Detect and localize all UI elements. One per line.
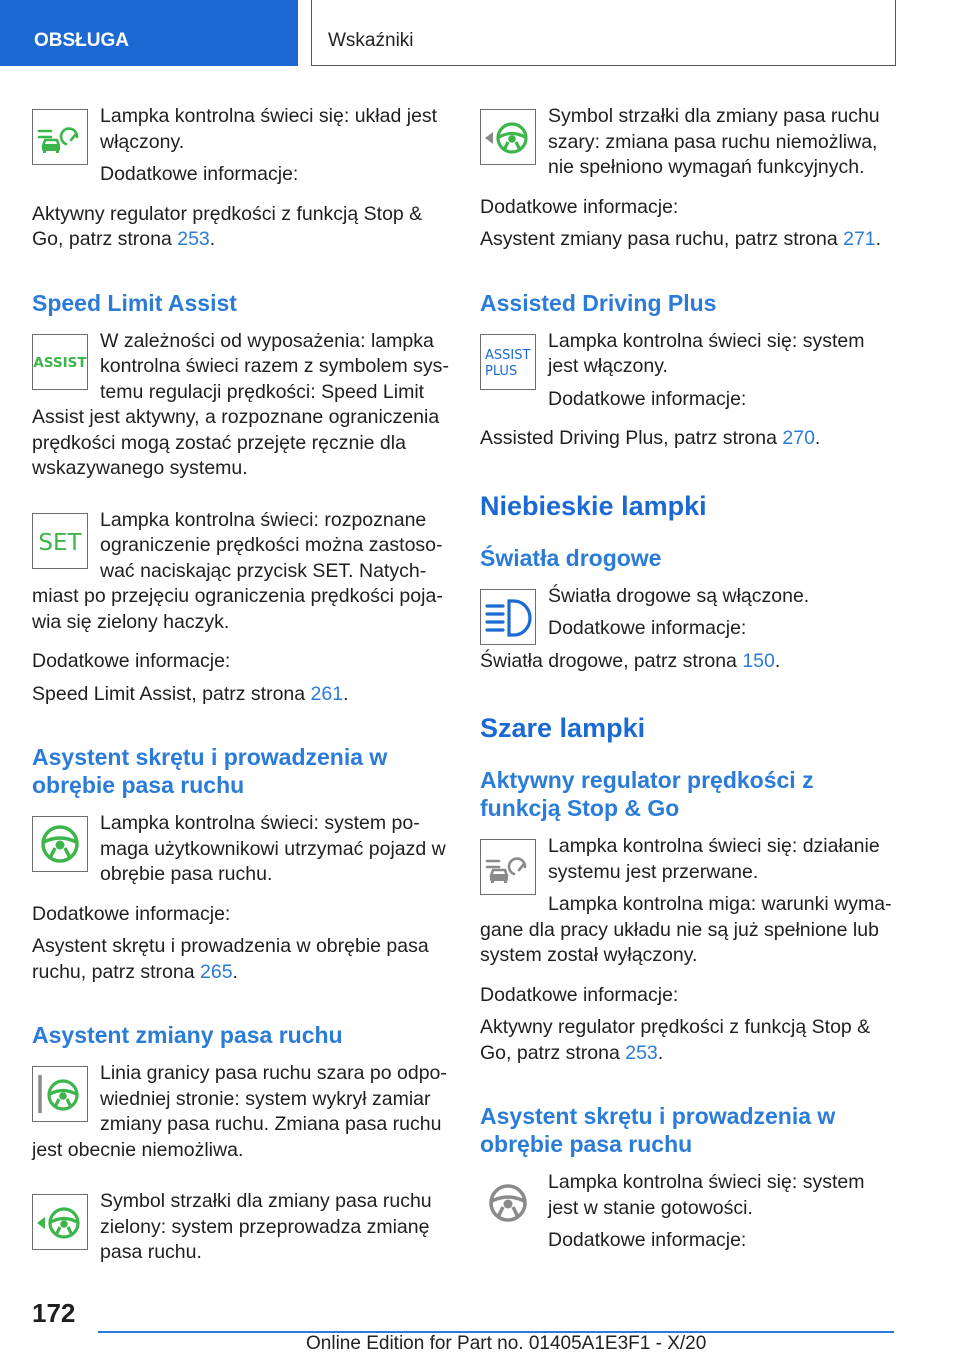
entry-description: Lampka kontrolna świeci się: system jest włączony.: [548, 329, 865, 377]
page-link[interactable]: 253: [625, 1041, 658, 1064]
set-text-icon: [32, 513, 88, 569]
assist-text-icon: [32, 334, 88, 390]
entry-more-info-label: Dodatkowe informacje:: [480, 983, 679, 1006]
page-header: [0, 0, 960, 66]
heading-blue-lamps: Niebieskie lampki: [480, 490, 707, 521]
entry-more-info-label: Dodatkowe informacje:: [548, 1229, 747, 1251]
entry-description: Lampka kontrolna miga: warunki wymagane dla pracy układu nie są już spełnione lub system został wyłączony.: [480, 893, 892, 966]
indicator-entry: [480, 104, 898, 253]
svg-text:SET: SET: [38, 529, 82, 556]
entry-description: Światła drogowe są włączone.: [548, 584, 810, 607]
heading-lane-change: Asystent zmiany pasa ruchu: [32, 1022, 343, 1048]
reference-end: .: [774, 649, 781, 672]
reference-end: .: [232, 960, 238, 983]
arrow-steering-icon: [32, 1194, 88, 1250]
heading-lane-keeping: Asystent skrętu i prowadzenia w obrębie pasa ruchu: [32, 744, 388, 798]
entry-description: Symbol strzałki dla zmiany pasa ruchu zielony: system przeprowadza zmianę pasa ruchu.: [100, 1190, 432, 1263]
entry-description: Lampka kontrolna świeci się: działanie systemu jest przerwane.: [548, 835, 880, 883]
lane-line-steering-icon: [32, 1066, 88, 1122]
assist-plus-text-icon: [480, 334, 536, 390]
entry-more-info-label: Dodatkowe informacje:: [100, 163, 299, 185]
heading-high-beam: Światła drogowe: [480, 544, 662, 571]
entry-description: Lampka kontrolna świeci: system pomaga użytkownikowi utrzymać pojazd w obrębie pasa ruchu.: [100, 812, 446, 885]
indicator-entry: [32, 811, 450, 985]
heading-gray-lamps: Szare lampki: [480, 713, 646, 743]
reference-text: Asystent zmiany pasa ruchu, patrz strona: [480, 228, 844, 250]
heading-speed-limit-assist: Speed Limit Assist: [32, 289, 237, 316]
reference-text: Aktywny regulator prędkości z funkcją Stop & Go, patrz strona: [480, 1016, 871, 1064]
page-link[interactable]: 265: [200, 960, 233, 983]
entry-reference: [32, 682, 450, 708]
page-link[interactable]: 150: [742, 649, 775, 672]
page-link[interactable]: 253: [177, 228, 210, 250]
reference-text: Speed Limit Assist, patrz strona: [32, 682, 311, 705]
entry-more-info-label: Dodatkowe informacje:: [548, 387, 747, 410]
reference-end: .: [814, 427, 821, 449]
steering-wheel-icon: [32, 816, 88, 872]
reference-end: .: [875, 228, 882, 250]
page-link[interactable]: 271: [843, 228, 876, 250]
reference-end: .: [657, 1041, 664, 1064]
svg-text:ASSIST: ASSIST: [33, 354, 87, 371]
entry-description: Lampka kontrolna świeci się: system jest w stanie gotowości.: [548, 1171, 865, 1219]
high-beam-icon: [480, 589, 536, 645]
entry-description: Symbol strzałki dla zmiany pasa ruchu szary: zmiana pasa ruchu niemożliwa, nie spełniono wymagań funkcyjnych.: [548, 105, 880, 178]
entry-reference: [480, 227, 898, 253]
indicator-entry: [480, 329, 898, 452]
entry-more-info-label: Dodatkowe informacje:: [32, 650, 231, 672]
entry-description: Lampka kontrolna świeci: rozpoznane ograniczenie prędkości można zastosować naciskając przycisk SET. Natychmiast po przejęciu ograniczenia prędkości pojawia się zielony haczyk.: [32, 508, 443, 633]
left-column: [32, 104, 450, 1266]
page-number: 172: [32, 1298, 76, 1328]
heading-acc-stop-go: Aktywny regulator prędkości z funkcją Stop & Go: [480, 767, 814, 821]
heading-lane-keeping: Asystent skrętu i prowadzenia w obrębie pasa ruchu: [480, 1103, 836, 1157]
reference-end: .: [343, 682, 349, 705]
entry-description: Linia granicy pasa ruchu szara po odpowiedniej stronie: system wykrył zamiar zmiany pasa ruchu. Zmiana pasa ruchu jest obecnie niemożliwa.: [32, 1062, 447, 1161]
entry-more-info-label: Dodatkowe informacje:: [32, 902, 231, 925]
icon-text-line: PLUS: [485, 363, 518, 379]
reference-text: Aktywny regulator prędkości z funkcją Stop & Go, patrz strona: [32, 202, 423, 250]
reference-text: Assisted Driving Plus, patrz strona: [480, 427, 783, 449]
indicator-entry: [32, 1061, 450, 1163]
entry-description: Lampka kontrolna świeci się: układ jest włączony.: [100, 105, 438, 153]
page-link[interactable]: 261: [310, 682, 344, 705]
entry-reference: [32, 195, 450, 253]
footer-edition: Online Edition for Part no. 01405A1E3F1 - X/20: [306, 1333, 707, 1354]
indicator-entry: [480, 1170, 898, 1254]
acc-car-gauge-icon: [32, 109, 88, 165]
entry-description: W zależności od wyposażenia: lampka kontrolna świeci razem z symbolem systemu regulacji prędkości: Speed Limit Assist jest aktywny, a rozpoznane ograniczenia prędkości mogą zostać przejęte ręcznie dla wskazywanego systemu.: [32, 329, 449, 479]
reference-end: .: [209, 228, 216, 250]
icon-text-line: ASSIST: [485, 347, 531, 363]
entry-more-info-label: Dodatkowe informacje:: [480, 195, 679, 218]
reference-text: Asystent skrętu i prowadzenia w obrębie pasa ruchu, patrz strona: [32, 935, 429, 983]
indicator-entry: [32, 1189, 450, 1266]
acc-car-gauge-icon: [480, 839, 536, 895]
page-link[interactable]: 270: [782, 427, 815, 449]
entry-reference: [480, 649, 898, 675]
arrow-steering-icon: [480, 109, 536, 165]
entry-reference: [480, 419, 898, 452]
indicator-entry: [480, 584, 898, 675]
right-column: [480, 104, 898, 1254]
indicator-entry: [480, 834, 898, 1066]
indicator-entry: [32, 104, 450, 253]
steering-wheel-icon: [480, 1175, 536, 1231]
chapter-title: Wskaźniki: [311, 0, 896, 66]
reference-text: Światła drogowe, patrz strona: [480, 649, 743, 672]
entry-more-info-label: Dodatkowe informacje:: [548, 617, 747, 639]
entry-reference: [480, 1015, 898, 1066]
indicator-entry: [32, 508, 450, 708]
heading-assisted-driving-plus: Assisted Driving Plus: [480, 289, 717, 316]
section-tab: OBSŁUGA: [0, 0, 298, 66]
indicator-entry: [32, 329, 450, 482]
entry-reference: [32, 934, 450, 985]
